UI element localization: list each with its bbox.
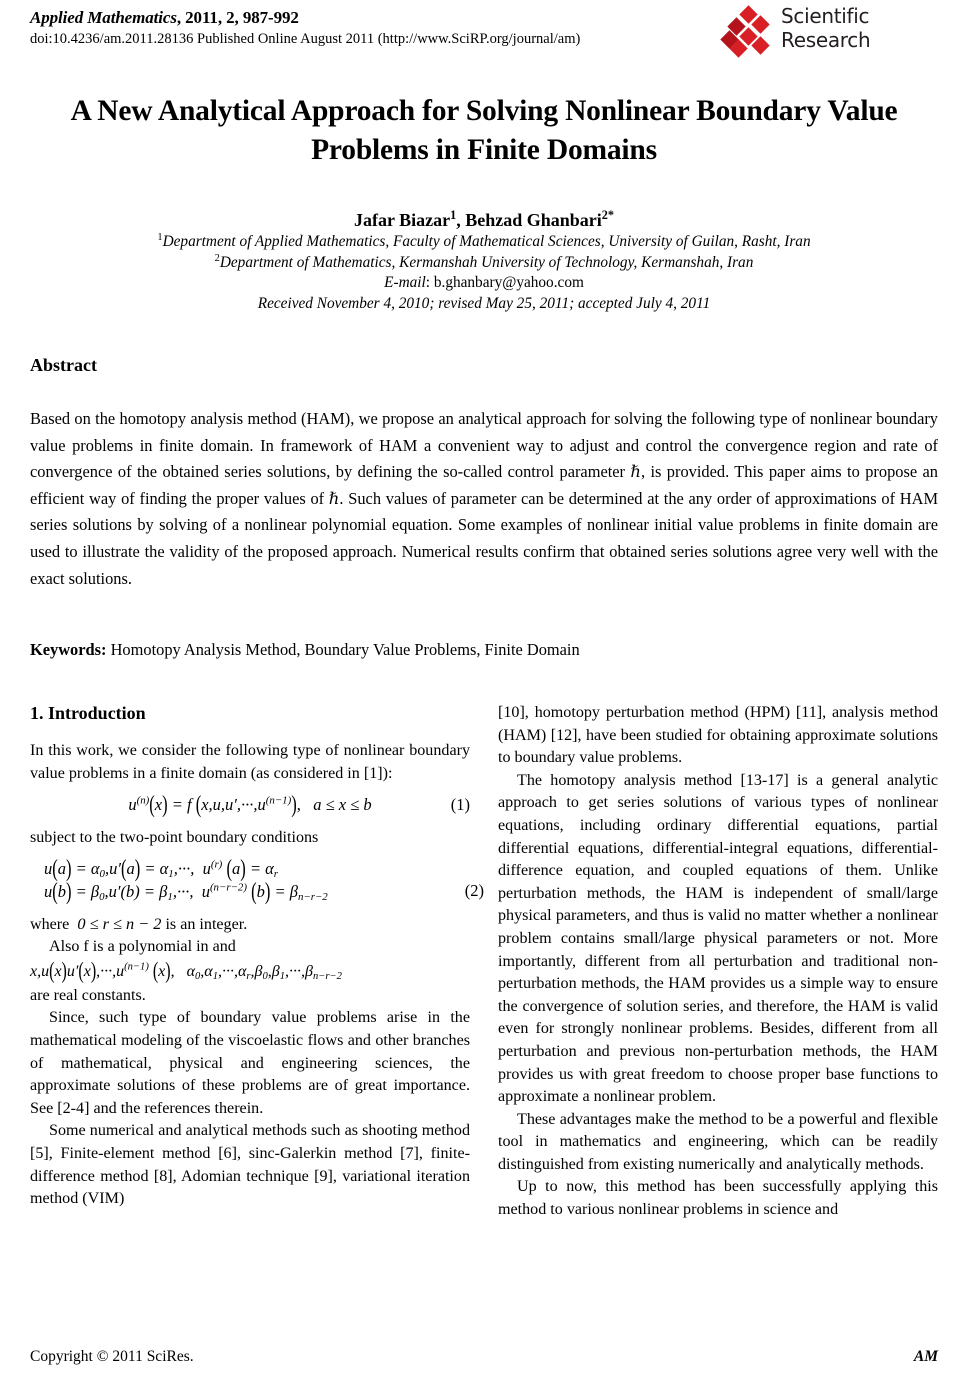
scientific-research-logo <box>723 6 938 60</box>
email-line: E-mail: b.ghanbary@yahoo.com <box>384 274 584 291</box>
masthead <box>30 4 938 60</box>
affiliation-2-text: Department of Mathematics, Kermanshah University of Technology, Kermanshah, Iran <box>219 253 754 271</box>
left-column <box>30 702 484 1211</box>
intro-paragraph-3 <box>30 913 470 937</box>
affiliation-2: $^2$Department of Mathematics, Kermanshah University of Technology, Kermanshah, Iran <box>214 252 754 271</box>
intro-paragraph-5: are real constants. <box>30 986 146 1004</box>
intro-p3-prefix: where <box>30 915 70 933</box>
equation-2-number: (2) <box>464 881 484 901</box>
right-paragraph-3: These advantages make the method to be a powerful and flexible tool in mathematics and engineering, which can be readily distinguished from existing numerically and analytically methods. <box>498 1110 938 1173</box>
equation-constants: $x,u(x)u'(x),\cdot\cdot\cdot,u^{(n-1)}$ (x), $\alpha_0,\alpha_1,\cdot\cdot\cdot,\alpha_r,\beta_0,\beta_1,\cdot\cdot\cdot,\beta_{n-r-2}$ <box>30 958 342 984</box>
intro-paragraph-6: Since, such type of boundary value problems arise in the mathematical modeling of the viscoelastic flows and other branches of mathematical, physical and engineering sciences, the approximate solutions of these problems are of great importance. See [2-4] and the references therein. <box>30 1009 470 1117</box>
doi-line: doi:10.4236/am.2011.28136 Published Online August 2011 (http://www.SciRP.org/journal/am) <box>30 31 581 47</box>
diamond-logo-icon <box>723 8 775 58</box>
right-paragraph-1: [10], homotopy perturbation method (HPM) [11], analysis method (HAM) [12], have been studied for obtaining approximate solutions to boundary value problems. <box>498 704 938 767</box>
masthead-text <box>30 8 730 48</box>
received-dates: Received November 4, 2010; revised May 25, 2011; accepted July 4, 2011 <box>257 294 711 312</box>
hbar-symbol-2: ℏ <box>328 488 340 508</box>
equation-2-line-2: $u(b) = \beta_0,u'(b) = \beta_1,\cdot\cdot\cdot$, $u^{(n-r-2)}$ $(b) = \beta_{n-r-2}$ <box>44 877 328 905</box>
intro-paragraph-1: In this work, we consider the following type of nonlinear boundary value problems in a finite domain (as considered in [1]): <box>30 742 470 782</box>
right-column <box>498 702 938 1222</box>
right-paragraph-4: Up to now, this method has been successfully applying this method to various nonlinear problems in science and <box>498 1178 938 1219</box>
keywords-label: Keywords: <box>30 640 107 659</box>
keywords-line <box>30 638 938 662</box>
abstract-heading: Abstract <box>30 355 97 375</box>
logo-wordmark <box>781 4 870 52</box>
equation-2-line-1: $u(a) = \alpha_0,u'(a) = \alpha_1,\cdot\cdot\cdot$, $u^{(r)}$ $(a) = \alpha_r$ <box>44 854 278 883</box>
abstract-text <box>30 406 938 592</box>
equation-1-number: (1) <box>450 795 470 815</box>
equation-1-body: $u^{(n)}(x) = f$ $(x,u,u',\cdot\cdot\cdot,u^{(n-1)})$, a ≤ x ≤ b <box>128 790 372 819</box>
abstract-part-1: Based on the homotopy analysis method (HAM), we propose an analytical approach for solving the following type of nonlinear boundary value problems in finite domain. In framework of HAM a convenient way to adjust and control the convergence region and rate of convergence of the obtained series solutions, by defining the so-called control parameter <box>30 409 938 482</box>
logo-line-2: Research <box>781 28 871 52</box>
copyright-notice: Copyright © 2011 SciRes. <box>30 1348 194 1365</box>
intro-paragraph-2: subject to the two-point boundary conditions <box>30 828 319 846</box>
equation-1 <box>30 790 470 819</box>
intro-p3-suffix: is an integer. <box>165 915 248 933</box>
section-heading-introduction: 1. Introduction <box>30 703 146 723</box>
journal-volume-pages: , 2011, 2, 987-992 <box>176 8 299 27</box>
journal-abbreviation: AM <box>913 1348 938 1365</box>
journal-name: Applied Mathematics <box>30 8 177 27</box>
abstract-part-3: . Such values of parameter can be determined at the any order of approximations of HAM series solutions by solving of a nonlinear polynomial equation. Some examples of nonlinear initial value problems in finite domain are used to illustrate the validity of the proposed approach. Numerical results confirm that obtained series solutions agree very well with the exact solutions. <box>30 488 939 588</box>
hbar-symbol-1: ℏ <box>630 462 641 482</box>
equation-2 <box>30 854 484 905</box>
affiliation-1-text: Department of Applied Mathematics, Faculty of Mathematical Sciences, University of Guilan, Rasht, Iran <box>162 233 811 250</box>
intro-p3-math: 0 ≤ r ≤ n − 2 <box>77 913 162 933</box>
email-label: E-mail <box>384 274 426 291</box>
author-block <box>44 208 924 314</box>
logo-line-1: Scientific <box>781 4 870 28</box>
keywords-list: Homotopy Analysis Method, Boundary Value Problems, Finite Domain <box>110 640 580 659</box>
intro-paragraph-7: Some numerical and analytical methods such as shooting method [5], Finite-element method [6], sinc-Galerkin method [7], finite-difference method [8], Adomian technique [9], variational iteration method (VIM) <box>30 1122 470 1208</box>
right-paragraph-2: The homotopy analysis method [13-17] is a general analytic approach to get series solutions of various types of nonlinear equations, including ordinary differential equations, partial differential equations, differential-integral equations, differential-difference equation, and coupled equations of them. Unlike perturbation methods, the HAM is independent of small/large physical parameters, and thus is valid no matter whether a nonlinear problem contains small/large physical parameters or not. More importantly, different from all perturbation and traditional non-perturbation methods, the HAM provides us a simple way to ensure the convergence of solution series, and therefore, the HAM is valid even for strongly nonlinear problems. Besides, different from all perturbation and previous non-perturbation methods, the HAM provides us with great freedom to choose proper base functions to approximate a nonlinear problem. <box>498 771 938 1106</box>
journal-citation-line <box>30 8 730 28</box>
email-address[interactable]: b.ghanbary@yahoo.com <box>433 274 584 291</box>
author-names: Jafar Biazar$^1$, Behzad Ghanbari$^{2*}$ <box>353 208 615 230</box>
abstract-part-2: , is provided. This paper aims to propose an efficient way of finding the proper values of <box>30 462 939 508</box>
intro-paragraph-4: Also f is a polynomial in and <box>49 938 236 956</box>
paper-title: A New Analytical Approach for Solving Nonlinear Boundary Value Problems in Finite Domains <box>70 95 898 166</box>
affiliation-1: $^1$Department of Applied Mathematics, Faculty of Mathematical Sciences, University of Guilan, Rasht, Iran <box>157 231 811 250</box>
page-footer <box>30 1348 938 1366</box>
